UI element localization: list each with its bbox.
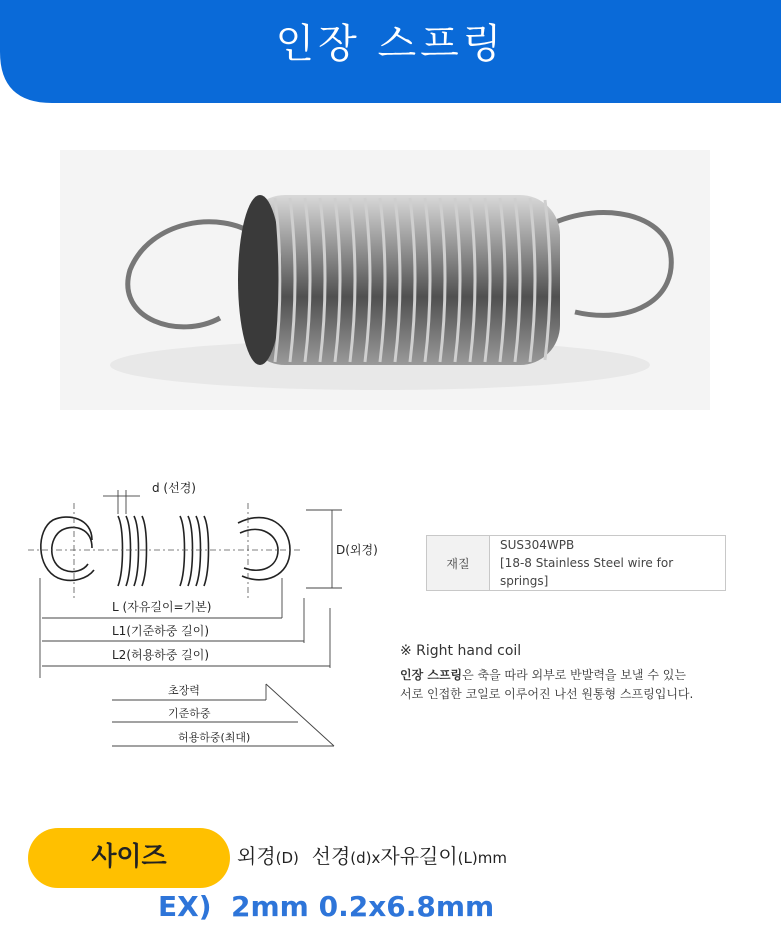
note-bold: 인장 스프링 (400, 668, 463, 682)
size-example: EX) 2mm 0.2x6.8mm (158, 890, 495, 923)
note-title: ※ Right hand coil (400, 643, 522, 659)
size-format-part: 선경 (298, 844, 351, 868)
diagram-label-standard-load: 기준하중 (168, 707, 211, 720)
material-table (426, 535, 726, 591)
spring-photo (60, 150, 710, 410)
note-line1: 은 축을 따라 외부로 반발력을 보낼 수 있는 (462, 668, 686, 682)
diagram-label-L2: L2(허용하중 길이) (112, 648, 210, 662)
size-format (237, 840, 507, 869)
note-line2: 서로 인접한 코일로 이루어진 나선 원통형 스프링입니다. (400, 687, 694, 701)
size-format-part: 자유길이 (380, 844, 458, 868)
size-format-part: (L)mm (457, 849, 507, 867)
material-value-line1: SUS304WPB (500, 538, 575, 552)
size-pill-label: 사이즈 (91, 842, 167, 872)
size-format-part: (d)x (350, 849, 381, 867)
material-key: 재질 (427, 536, 490, 591)
diagram-label-L: L (자유길이=기본) (112, 600, 212, 614)
material-value-line2: [18-8 Stainless Steel wire for springs] (500, 556, 674, 588)
diagram-label-allowable-load: 허용하중(최대) (178, 731, 251, 744)
size-format-part: (D) (275, 849, 299, 867)
spring-dimension-diagram (28, 478, 378, 768)
size-format-part: 외경 (237, 844, 276, 868)
diagram-label-initial-tension: 초장력 (168, 684, 200, 697)
page-title: 인장 스프링 (275, 21, 506, 67)
diagram-label-d: d (선경) (152, 481, 196, 495)
note-body (400, 666, 740, 704)
material-value (490, 536, 726, 591)
diagram-label-D: D(외경) (336, 543, 378, 557)
diagram-label-L1: L1(기준하중 길이) (112, 624, 210, 638)
